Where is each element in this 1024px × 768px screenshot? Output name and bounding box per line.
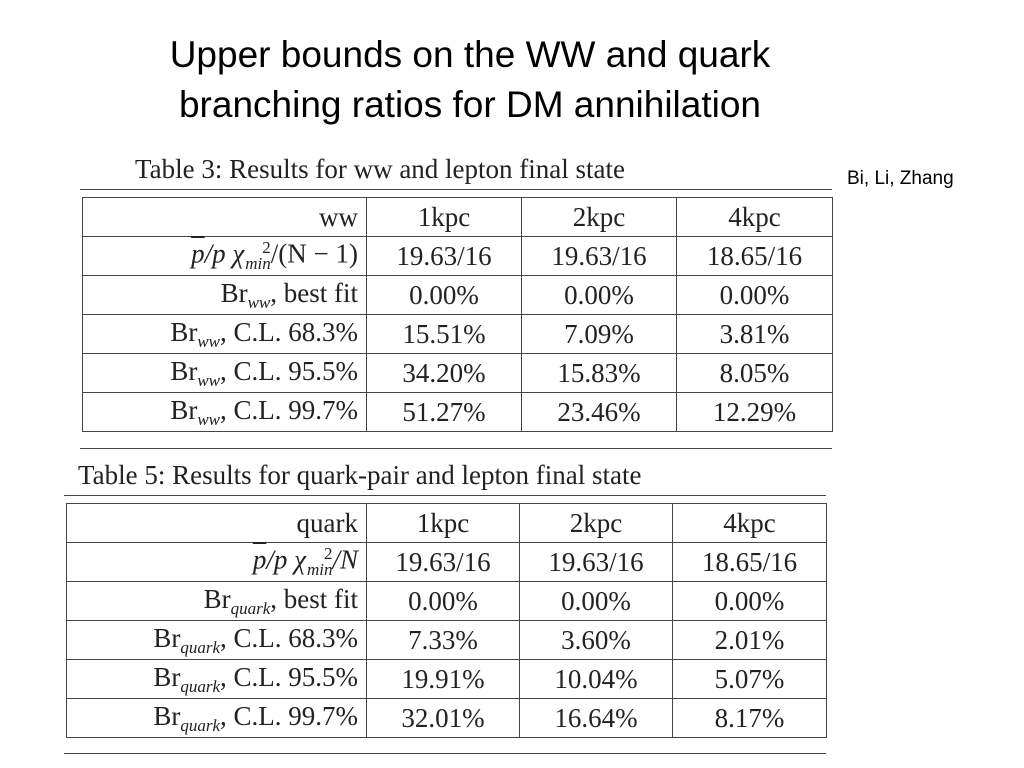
table5-header-2kpc: 2kpc: [520, 504, 673, 543]
row-label: $Br_{ww}$, C.L. 95.5%: [83, 354, 367, 393]
table-cell: 0.00%: [522, 276, 677, 315]
table-cell: 7.09%: [522, 315, 677, 354]
table-cell: 0.00%: [367, 276, 522, 315]
table-cell: 18.65/16: [673, 543, 827, 582]
row-label: $Br_{quark}$, C.L. 99.7%: [67, 699, 367, 738]
table-cell: 8.05%: [677, 354, 833, 393]
table3-header-4kpc: 4kpc: [677, 198, 833, 237]
table-cell: 8.17%: [673, 699, 827, 738]
table5-caption: Table 5: Results for quark-pair and lepton final state: [78, 460, 642, 490]
authors-label: Bi, Li, Zhang: [847, 168, 954, 189]
table5-chi-label: $\overline{p}/p$ χ 2 min /N: [67, 543, 367, 582]
table3-caption: Table 3: Results for ww and lepton final state: [135, 154, 625, 184]
table-row: [83, 393, 833, 432]
table3-top-rule: [80, 189, 832, 190]
table-cell: 19.63/16: [367, 237, 522, 276]
table-cell: 15.51%: [367, 315, 522, 354]
table-cell: 3.60%: [520, 621, 673, 660]
table-cell: 0.00%: [520, 582, 673, 621]
table-cell: 51.27%: [367, 393, 522, 432]
table3-header-label: ww: [83, 198, 367, 237]
table-row: [67, 543, 827, 582]
table5-header-label: quark: [67, 504, 367, 543]
table-cell: 34.20%: [367, 354, 522, 393]
table-cell: 23.46%: [522, 393, 677, 432]
table-row: [67, 660, 827, 699]
row-label: $Br_{quark}$, C.L. 95.5%: [67, 660, 367, 699]
row-label: $Br_{ww}$, best fit: [83, 276, 367, 315]
row-label: $Br_{ww}$, C.L. 99.7%: [83, 393, 367, 432]
table-row: [83, 276, 833, 315]
table5: [66, 503, 827, 738]
table-row: [67, 582, 827, 621]
table-cell: 18.65/16: [677, 237, 833, 276]
table-row: [83, 354, 833, 393]
table-cell: 0.00%: [673, 582, 827, 621]
table3: [82, 197, 833, 432]
table-cell: 0.00%: [677, 276, 833, 315]
table-cell: 19.63/16: [367, 543, 520, 582]
table-cell: 16.64%: [520, 699, 673, 738]
table-row: [67, 699, 827, 738]
table-row: [67, 504, 827, 543]
table3-chi-label: $\overline{p}/p$ χ 2 min /(N − 1): [83, 237, 367, 276]
row-label: $Br_{quark}$, best fit: [67, 582, 367, 621]
table5-bottom-rule: [64, 753, 826, 754]
row-label: $Br_{ww}$, C.L. 68.3%: [83, 315, 367, 354]
table-row: [67, 621, 827, 660]
table-cell: 15.83%: [522, 354, 677, 393]
table-cell: 19.63/16: [522, 237, 677, 276]
table-cell: 5.07%: [673, 660, 827, 699]
title-line-2: branching ratios for DM annihilation: [178, 84, 762, 125]
table3-bottom-rule: [80, 448, 832, 449]
table-row: [83, 315, 833, 354]
table5-top-rule: [64, 495, 826, 496]
table5-header-1kpc: 1kpc: [367, 504, 520, 543]
table-cell: 19.63/16: [520, 543, 673, 582]
table3-header-2kpc: 2kpc: [522, 198, 677, 237]
row-label: $Br_{quark}$, C.L. 68.3%: [67, 621, 367, 660]
table3-header-1kpc: 1kpc: [367, 198, 522, 237]
table-row: [83, 198, 833, 237]
table-cell: 32.01%: [367, 699, 520, 738]
table-cell: 7.33%: [367, 621, 520, 660]
table5-header-4kpc: 4kpc: [673, 504, 827, 543]
title-line-1: Upper bounds on the WW and quark: [169, 34, 771, 75]
table-cell: 10.04%: [520, 660, 673, 699]
slide-title: [70, 30, 870, 130]
table-cell: 19.91%: [367, 660, 520, 699]
table-cell: 12.29%: [677, 393, 833, 432]
table-cell: 2.01%: [673, 621, 827, 660]
table-cell: 3.81%: [677, 315, 833, 354]
table-row: [83, 237, 833, 276]
table-cell: 0.00%: [367, 582, 520, 621]
